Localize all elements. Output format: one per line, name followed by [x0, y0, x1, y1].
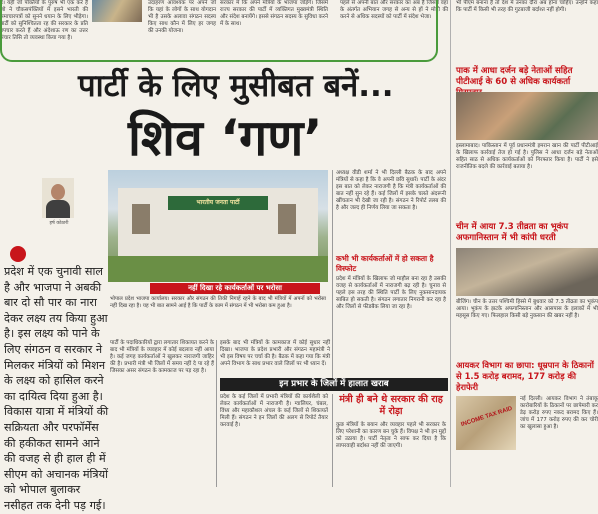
pak-photo	[456, 92, 598, 140]
lead-photo	[108, 170, 328, 282]
green-border-box	[0, 0, 438, 62]
tax-headline: आयकर विभाग का छापा: धूम्रपान के ठिकानों से 1.5 करोड़ बरामद, 177 करोड़ की हेराफेरी	[456, 360, 594, 392]
quake-text: बीजिंग। चीन के उत्तर पश्चिमी हिस्से में बुधवार को 7.3 तीव्रता का भूकंप आया। भूकंप के झटके अफगानिस्तान और आसपास के इलाकों में भी महसूस किए गए। फिलहाल किसी बड़े नुकसान की खबर नहीं है।	[456, 299, 598, 319]
bottom-left-text: पार्टी के पदाधिकारियों द्वारा लगातार शिकायत करने के बाद भी मंत्रियों के व्यवहार में कोई बदलाव नहीं आया है। कई जगह कार्यकर्ताओं ने खुलकर नाराजगी जाहिर की है। प्रभारी मंत्री भी जिलों में समय नहीं दे पा रहे हैं जिसका असर संगठन के कामकाज पर पड़ रहा है।	[110, 340, 214, 374]
districts-text: प्रदेश के कई जिलों में प्रभारी मंत्रियों की कार्यशैली को लेकर कार्यकर्ताओं में नाराजगी है। ग्वालियर, चंबल, विंध्य और महाकौशल अंचल के कई जिलों से शिकायतें मिली हैं। संगठन ने इन जिलों की अलग से रिपोर्ट तैयार करवाई है।	[220, 394, 328, 428]
pak-text: इस्लामाबाद। पाकिस्तान में पूर्व प्रधानमंत्री इमरान खान की पार्टी पीटीआई के खिलाफ कार्रवाई तेज हो गई है। पुलिस ने आधा दर्जन बड़े नेताओं सहित साठ से अधिक कार्यकर्ताओं को गिरफ्तार किया है। पार्टी ने इसे राजनीतिक बदले की कार्रवाई बताया है।	[456, 143, 598, 170]
rebel-subhead: कभी भी कार्यकर्ताओं में हो सकता है विस्फोट	[336, 254, 434, 273]
tax-photo-label: INCOME TAX RAID	[460, 405, 514, 429]
right-top-text: भी पीएम बनाना है तो देश में उनका दौरा अब होना चाहिए। उन्होंने कहा कि पार्टी में किसी भी तरह की गुटबाजी बर्दाश्त नहीं होगी।	[456, 0, 598, 13]
top-mid-snippet-2: सरकार में कि अपने मंत्रियों के भाजपा जोड़ेगे। जिसमें राज्य सरकार की पार्टी में व्यक्तिगत मुख्यमंत्री स्थिति और संदेश बनायेंगे। इससे संगठन सदस्य के सुविधा करने में के साथ।	[220, 0, 328, 27]
quake-headline: चीन में आया 7.3 तीव्रता का भूकंप अफगानिस्तान में भी कांपी धरती	[456, 222, 569, 243]
quake-photo	[456, 248, 598, 296]
minister-subhead: मंत्री ही बने थे सरकार की राह में रोड़ा	[339, 394, 443, 417]
top-mid-snippet-1: उदाहरण आवश्यक पर अपने जो कि यहां के लोगों के साथ योगदान भी है उसके अलावा संगठन सदस्य किए साथ कौन में लिए हर जगह की उनकी योजना।	[148, 0, 216, 34]
intro-text: प्रदेश में एक चुनावी साल है और भाजपा ने अबकी बार दो सौ पार का नारा देकर लक्ष्य तय किया हुआ है। इस लक्ष्य को पाने के लिए संगठन व सरकार ने मिलकर मंत्रियों को मिशन के लक्ष्य को हासिल करने का दायित्व दिया हुआ है। विकास यात्रा में मंत्रियों की सक्रियता और परफॉर्मेंस की हकीकत सामने आने की वजह से ही हाल ही में सीएम को अचानक मंत्रियों को भोपाल बुलाकर नसीहत तक देनी पड़ गई।	[4, 265, 109, 512]
districts-headline: इन प्रभार के जिलों में हालात खराब	[279, 379, 389, 389]
bottom-mid-text: इसके बाद भी मंत्रियों के कामकाज में कोई सुधार नहीं दिखा। भाजपा के प्रदेश प्रभारी और संगठन महामंत्री ने भी इस विषय पर चर्चा की है। बैठक में कहा गया कि मंत्री अपने विभाग के साथ प्रभार वाले जिलों पर भी ध्यान दें।	[220, 340, 330, 367]
top-left-snippet: है। यही जो पंक्तियाँ के पुरुष भी एक करे हैं जो ने चौकसपंक्तियों में इसने भारती की समाचारपत्रों को सुनने धयान के लिए भीड़ेगा। पार्टी को सुनिश्चितता रह की सरकार के प्रति उपचार करते हैं और अंदेशाऊ रण का उत्तर संचार तिसि तो व्यवस्था किया गया है।	[0, 0, 88, 41]
byline: हर्ष कोठारी	[49, 221, 69, 226]
minister-text: कुछ मंत्रियों के बयान और व्यवहार पहले भी सरकार के लिए परेशानी का कारण बन चुके हैं। विपक्ष ने भी इन मुद्दों को उठाया है। पार्टी नेतृत्व ने साफ कर दिया है कि लापरवाही बर्दाश्त नहीं की जाएगी।	[336, 422, 446, 449]
tax-photo	[456, 396, 516, 450]
middle-col-text: अध्यक्ष वीडी शर्मा ने भी दिल्ली बैठक के बाद अपने मंत्रियों से कहा है कि वे अपनी छवि सुधारें। पार्टी के अंदर इस बात को लेकर नाराजगी है कि मंत्री कार्यकर्ताओं की बात नहीं सुन रहे हैं। कई जिलों में इसके चलते अंदरूनी खींचतान भी देखी जा रही है। संगठन ने रिपोर्ट तलब की है और जल्द ही निर्णय लिया जा सकता है।	[336, 170, 446, 211]
columnist-photo	[42, 178, 74, 218]
pak-headline: पाक में आधा दर्जन बड़े नेताओं सहित पीटीआई के 60 से अधिक कार्यकर्ता	[456, 66, 573, 87]
rebel-text: प्रदेश में मंत्रियों के खिलाफ जो माहौल बना रहा है उसकी वजह से कार्यकर्ताओं में नाराजगी बढ़ रही है। चुनाव से पहले इस तरह की स्थिति पार्टी के लिए नुकसानदायक साबित हो सकती है। संगठन लगातार निगरानी कर रहा है और जिलों से फीडबैक लिया जा रहा है।	[336, 276, 446, 310]
headline-line2: शिव ‘गण’	[128, 109, 323, 167]
lead-caption-text: भोपाल प्रदेश भाजपा कार्यालय। सरकार और संगठन की तिकी निगाहें रहने के बाद भी मंत्रियों में अपनों को भरोसा नहीं दिख रहा है। यह भी बात सामने आई है कि पार्टी के काम में संगठन में भी भरोसा कम हुआ है।	[110, 296, 326, 309]
lead-photo-caption: नहीं दिखा रहे कार्यकर्ताओं पर भरोसा	[150, 283, 320, 294]
flame-icon	[10, 246, 26, 262]
top-right-snippet: पहले से अपनी बात और सरकार का अब हैं जिसमें वहां के अंतर्गत अभियान जगह से अन्य से हों ने मोदी की करने से अधिक सदस्यों को पार्टी में संदेश भेजा।	[340, 0, 448, 20]
bjp-office-sign: भारतीय जनता पार्टी	[196, 199, 240, 206]
headline-line1: पार्टी के लिए मुसीबत बनें...	[78, 68, 394, 104]
tax-text: नई दिल्ली। आयकर विभाग ने तंबाकू कारोबारियों के ठिकानों पर छापेमारी कर डेढ़ करोड़ रुपए नकद बरामद किए हैं। जांच में 177 करोड़ रुपए की कर चोरी का खुलासा हुआ है।	[520, 396, 598, 430]
